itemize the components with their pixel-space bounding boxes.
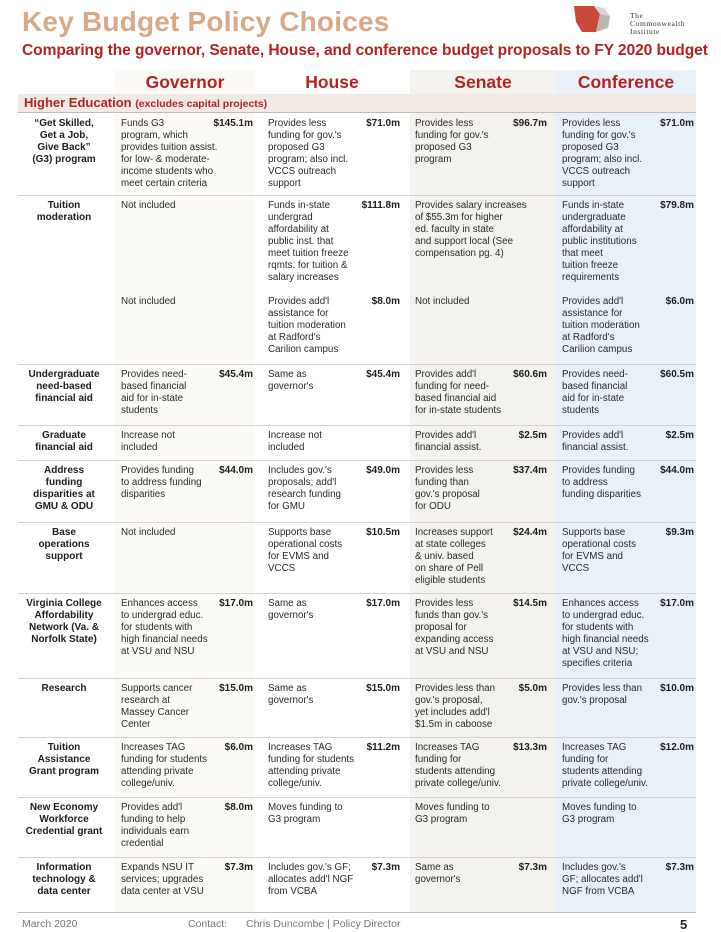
cell-house [268, 118, 400, 190]
cell-house [268, 527, 400, 575]
cell-governor [121, 118, 253, 190]
cell-description: Moves funding to G3 program [415, 802, 490, 825]
row-divider [18, 364, 696, 365]
cell-conference [562, 430, 694, 454]
cell-governor [121, 862, 253, 898]
cell-amount: $14.5m [513, 598, 547, 609]
cell-description: Same as governor's [415, 862, 461, 885]
cell-senate [415, 118, 547, 166]
row-divider [18, 425, 696, 426]
cell-amount: $17.0m [366, 598, 400, 609]
cell-house [268, 369, 400, 393]
cell-conference [562, 862, 694, 898]
cell-description: Increases TAG funding for students attending private college/univ. [268, 742, 355, 789]
cell-senate [415, 369, 547, 417]
cell-amount: $6.0m [224, 742, 253, 753]
cell-description: Funds in-state undergraduate affordability at public institutions that meet tuition freeze requirements [562, 200, 637, 283]
cell-house [268, 200, 400, 284]
cell-amount: $17.0m [219, 598, 253, 609]
cell-senate [415, 598, 547, 658]
cell-amount: $15.0m [219, 683, 253, 694]
section-label: Higher Education [24, 95, 132, 110]
cell-governor [121, 527, 253, 539]
cell-description: Provides less funds than gov.'s proposal for expanding access at VSU and NSU [415, 598, 494, 657]
cell-description: Provides add'l financial assist. [415, 430, 482, 453]
cell-description: Not included [121, 296, 176, 307]
cell-description: Increase not included [268, 430, 322, 453]
page-title: Key Budget Policy Choices [22, 6, 390, 37]
cell-description: Provides less than gov.'s proposal [562, 683, 643, 706]
cell-description: Provides less funding for gov.'s proposed G3 program; also incl. VCCS outreach support [268, 118, 349, 189]
cell-senate [415, 296, 547, 308]
section-header-bar [18, 94, 696, 113]
cell-amount: $8.0m [371, 296, 400, 307]
cell-amount: $44.0m [660, 465, 694, 476]
cell-description: Supports base operational costs for EVMS and VCCS [562, 527, 637, 574]
cell-amount: $15.0m [366, 683, 400, 694]
cell-senate [415, 465, 547, 513]
cell-description: Same as governor's [268, 369, 314, 392]
cell-conference [562, 742, 694, 790]
cell-governor [121, 465, 253, 501]
cell-senate [415, 200, 547, 260]
cell-amount: $17.0m [660, 598, 694, 609]
cell-description: Provides funding to address funding disparities [562, 465, 641, 500]
cell-description: Funds in-state undergrad affordability at public inst. that meet tuition freeze rqmts. for tuition & salary increases [268, 200, 349, 283]
cell-amount: $2.5m [518, 430, 547, 441]
cell-amount: $7.3m [518, 862, 547, 873]
cell-amount: $10.0m [660, 683, 694, 694]
cell-senate [415, 742, 547, 790]
cell-description: Expands NSU IT services; upgrades data center at VSU [121, 862, 204, 897]
cell-senate [415, 862, 547, 886]
cell-description: Not included [121, 527, 176, 538]
cell-amount: $145.1m [213, 118, 253, 129]
cell-conference [562, 598, 694, 670]
cell-amount: $24.4m [513, 527, 547, 538]
cell-conference [562, 465, 694, 501]
cell-amount: $10.5m [366, 527, 400, 538]
cell-description: Not included [121, 200, 176, 211]
cell-description: Increases TAG funding for students attending private college/univ. [121, 742, 208, 789]
row-divider [18, 678, 696, 679]
cell-description: Same as governor's [268, 598, 314, 621]
cell-senate [415, 527, 547, 587]
row-divider [18, 522, 696, 523]
cell-governor [121, 683, 253, 731]
cell-senate [415, 683, 547, 731]
cell-description: Provides less funding for gov.'s proposed G3 program; also incl. VCCS outreach support [562, 118, 643, 189]
cell-house [268, 296, 400, 356]
cell-senate [415, 430, 547, 454]
cell-house [268, 742, 400, 790]
cell-amount: $7.3m [665, 862, 694, 873]
logo-name: The Commonwealth Institute [630, 11, 686, 36]
row-label: Tuition Assistance Grant program [28, 742, 99, 777]
cell-description: Provides add'l financial assist. [562, 430, 629, 453]
row-divider [18, 797, 696, 798]
cell-description: Includes gov.'s proposals; add'l research funding for GMU [268, 465, 341, 512]
page-number: 5 [680, 917, 688, 932]
cell-amount: $2.5m [665, 430, 694, 441]
row-label: “Get Skilled, Get a Job, Give Back” (G3) program [32, 118, 96, 165]
cell-description: Provides less than gov.'s proposal, yet includes add'l $1.5m in caboose [415, 683, 496, 730]
cell-amount: $79.8m [660, 200, 694, 211]
row-label: New Economy Workforce Credential grant [25, 802, 103, 837]
cell-senate [415, 802, 547, 826]
cell-amount: $60.5m [660, 369, 694, 380]
cell-conference [562, 118, 694, 190]
cell-description: Funds G3 program, which provides tuition assist. for low- & moderate- income students who meet certain criteria [121, 118, 218, 189]
cell-governor [121, 802, 253, 850]
cell-amount: $9.3m [665, 527, 694, 538]
cell-amount: $71.0m [660, 118, 694, 129]
row-divider [18, 857, 696, 858]
cell-description: Increases TAG funding for students attending private college/univ. [415, 742, 501, 789]
cell-description: Enhances access to undergrad educ. for students with high financial needs at VSU and NSU; specifies criteria [562, 598, 649, 669]
cell-conference [562, 200, 694, 284]
cell-conference [562, 683, 694, 707]
cell-amount: $71.0m [366, 118, 400, 129]
cell-description: Provides add'l assistance for tuition moderation at Radford's Carilion campus [562, 296, 640, 355]
cell-description: Supports cancer research at Massey Cancer Center [121, 683, 193, 730]
cell-amount: $12.0m [660, 742, 694, 753]
cell-governor [121, 200, 253, 212]
cell-description: Same as governor's [268, 683, 314, 706]
row-divider [18, 593, 696, 594]
row-divider [18, 195, 696, 196]
cell-description: Provides add'l assistance for tuition moderation at Radford's Carilion campus [268, 296, 346, 355]
cell-amount: $37.4m [513, 465, 547, 476]
column-header-governor: Governor [145, 72, 225, 92]
cell-house [268, 802, 400, 826]
cell-description: Provides need- based financial aid for in-state students [562, 369, 628, 416]
cell-description: Provides add'l funding to help individuals earn credential [121, 802, 190, 849]
cell-governor [121, 598, 253, 658]
column-header-senate: Senate [454, 72, 512, 92]
cell-description: Provides add'l funding for need- based financial aid for in-state students [415, 369, 502, 416]
cell-amount: $13.3m [513, 742, 547, 753]
row-label: Research [41, 683, 87, 694]
footer-date: March 2020 [22, 918, 78, 930]
row-divider [18, 737, 696, 738]
row-label: Base operations support [38, 527, 90, 562]
cell-governor [121, 369, 253, 417]
cell-amount: $8.0m [224, 802, 253, 813]
cell-house [268, 862, 400, 898]
footer-divider [18, 912, 696, 913]
cell-conference [562, 369, 694, 417]
cell-description: Enhances access to undergrad educ. for students with high financial needs at VSU and NSU [121, 598, 208, 657]
cell-description: Provides less funding for gov.'s proposed G3 program [415, 118, 489, 165]
row-divider [18, 460, 696, 461]
cell-governor [121, 430, 253, 454]
cell-governor [121, 296, 253, 308]
cell-description: Provides less funding than gov.'s proposal for ODU [415, 465, 480, 512]
cell-amount: $45.4m [219, 369, 253, 380]
cell-amount: $111.8m [361, 200, 400, 211]
section-title [24, 95, 267, 110]
cell-amount: $6.0m [665, 296, 694, 307]
row-label: Virginia College Affordability Network (Va. & Norfolk State) [26, 598, 102, 645]
cell-description: Moves funding to G3 program [562, 802, 637, 825]
cell-amount: $45.4m [366, 369, 400, 380]
cell-description: Increases support at state colleges & univ. based on share of Pell eligible students [415, 527, 493, 586]
cell-conference [562, 527, 694, 575]
footer-contact-name: Chris Duncombe | Policy Director [246, 918, 401, 930]
cell-amount: $11.2m [366, 742, 400, 753]
cell-house [268, 430, 400, 454]
cell-description: Includes gov.'s GF; allocates add'l NGF from VCBA [562, 862, 643, 897]
column-header-house: House [305, 72, 359, 92]
row-label: Tuition moderation [36, 200, 92, 223]
cell-house [268, 683, 400, 707]
row-label: Undergraduate need-based financial aid [28, 369, 100, 404]
cell-description: Provides funding to address funding disparities [121, 465, 202, 500]
commonwealth-institute-logo [570, 4, 710, 36]
row-label: Address funding disparities at GMU & ODU [33, 465, 95, 512]
cell-amount: $44.0m [219, 465, 253, 476]
cell-description: Not included [415, 296, 470, 307]
footer-contact-label: Contact: [188, 918, 228, 930]
cell-amount: $49.0m [366, 465, 400, 476]
cell-description: Includes gov.'s GF; allocates add'l NGF from VCBA [268, 862, 354, 897]
cell-amount: $60.6m [513, 369, 547, 380]
cell-conference [562, 296, 694, 356]
cell-description: Supports base operational costs for EVMS and VCCS [268, 527, 343, 574]
column-header-conference: Conference [577, 72, 675, 92]
cell-house [268, 465, 400, 513]
cell-description: Moves funding to G3 program [268, 802, 343, 825]
cell-house [268, 598, 400, 622]
cell-description: Provides salary increases of $55.3m for higher ed. faculty in state and support local (See compensation pg. 4) [415, 200, 527, 259]
cell-amount: $5.0m [518, 683, 547, 694]
cell-amount: $7.3m [371, 862, 400, 873]
page-subtitle: Comparing the governor, Senate, House, and conference budget proposals to FY 2020 budget [22, 42, 708, 59]
section-note: (excludes capital projects) [135, 98, 268, 110]
cell-conference [562, 802, 694, 826]
cell-amount: $7.3m [224, 862, 253, 873]
cell-amount: $96.7m [513, 118, 547, 129]
cell-description: Increase not included [121, 430, 175, 453]
cell-governor [121, 742, 253, 790]
logo-mark-icon [570, 4, 614, 34]
cell-description: Increases TAG funding for students attending private college/univ. [562, 742, 648, 789]
row-label: Graduate financial aid [35, 430, 93, 453]
row-label: Information technology & data center [32, 862, 96, 897]
cell-description: Provides need- based financial aid for in-state students [121, 369, 187, 416]
